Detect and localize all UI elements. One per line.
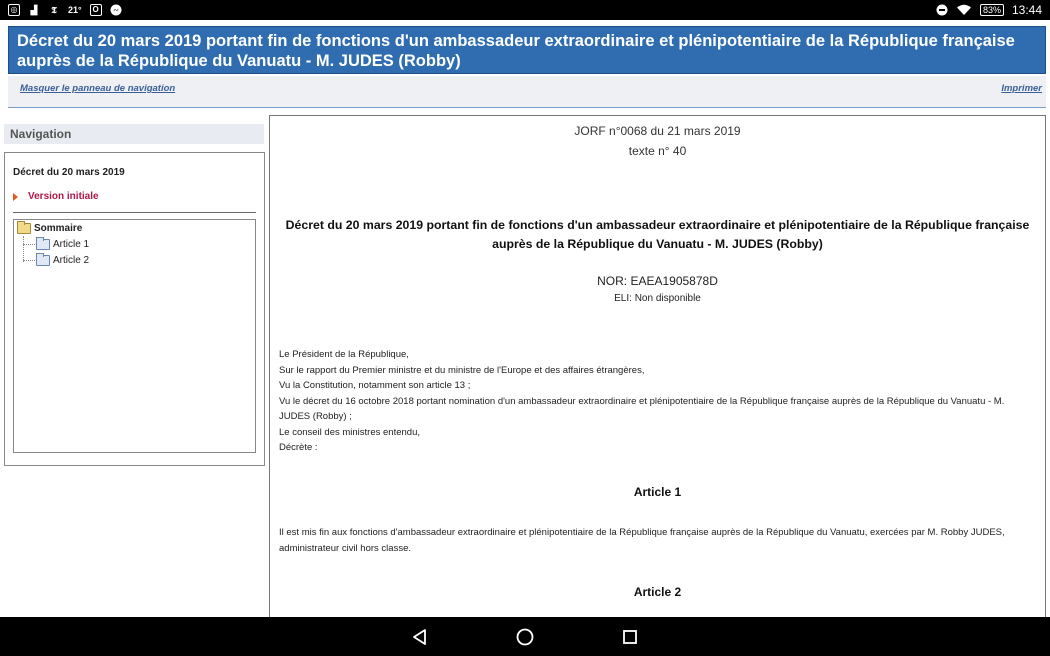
toolbar [8,76,1046,108]
texte-number: texte n° 40 [628,144,687,158]
print-link[interactable]: Imprimer [1001,83,1042,94]
visa-line: Vu le décret du 16 octobre 2018 portant nomination d'un ambassadeur extraordinaire et plénipotentiaire de la République française auprès de la République du Vanuatu - M. JUDES (Robby) ; [279,395,1005,422]
tree-item-article-2[interactable] [36,255,89,266]
document-folder-icon [36,239,50,250]
status-bar-right [936,3,1042,17]
article-2-heading: Article 2 [633,585,682,599]
news-icon: 𝕿 [51,4,57,15]
visa-line: Sur le rapport du Premier ministre et du ministre de l'Europe et des affaires étrangères, [279,364,645,376]
messenger-icon [110,4,122,16]
home-icon[interactable] [515,627,535,647]
visa-line: Vu la Constitution, notamment son article 13 ; [279,380,471,391]
nor-reference: NOR: EAEA1905878D [597,274,718,288]
decree-date: Décret du 20 mars 2019 [13,167,125,178]
article-1-heading: Article 1 [633,485,682,499]
outlook-icon: O [90,4,102,16]
arrow-right-icon [13,193,18,201]
tree-label: Article 1 [53,239,90,250]
navigation-heading: Navigation [4,124,264,144]
tree-connector [23,244,35,245]
tree-label: Article 2 [53,255,90,266]
status-bar-left [8,4,122,16]
jorf-reference: JORF n°0068 du 21 mars 2019 [574,124,741,138]
eli-reference: ELI: Non disponible [614,293,701,304]
back-icon[interactable] [410,627,430,647]
tree-connector [23,236,24,262]
clock: 13:44 [1011,3,1042,17]
navigation-panel [4,152,265,466]
system-nav-bar [0,617,1050,656]
visa-line: Décrète : [279,442,318,453]
summary-tree [13,219,256,453]
document-folder-icon [36,255,50,266]
status-bar [0,0,1050,20]
tree-item-sommaire[interactable] [17,223,82,234]
tree-connector [23,260,35,261]
visa-line: Le Président de la République, [279,349,409,360]
visa-line: Le conseil des ministres entendu, [279,426,420,438]
divider [13,212,256,213]
rss-badge-icon: ◎ [8,4,20,16]
tree-item-article-1[interactable] [36,239,89,250]
document-panel[interactable] [269,115,1046,617]
recents-icon[interactable] [620,627,640,647]
folder-open-icon [17,223,31,234]
version-label: Version initiale [28,191,99,202]
article-1-text: Il est mis fin aux fonctions d'ambassadeur extraordinaire et plénipotentiaire de la République française auprès de la République du Vanuatu, exercées par M. Robby JUDES, administrateur civil hors classe. [279,527,1005,554]
document-title: Décret du 20 mars 2019 portant fin de fonctions d'un ambassadeur extraordinaire et plénipotentiaire de la République française auprès de la République du Vanuatu - M. JUDES (Robby) [285,218,1030,251]
battery-indicator: 83% [980,4,1004,16]
wifi-icon [956,4,972,16]
page-title: Décret du 20 mars 2019 portant fin de fonctions d'un ambassadeur extraordinaire et plénipotentiaire de la République française auprès de la République du Vanuatu - M. JUDES (Robby) [8,26,1046,74]
temperature-text: 21° [68,5,82,15]
hide-navigation-link[interactable]: Masquer le panneau de navigation [20,83,176,94]
do-not-disturb-icon [936,4,948,16]
version-initiale-link[interactable] [13,191,99,202]
tree-label: Sommaire [34,223,83,234]
visas-block [279,347,1034,456]
flipboard-icon: ▟ [30,4,38,15]
